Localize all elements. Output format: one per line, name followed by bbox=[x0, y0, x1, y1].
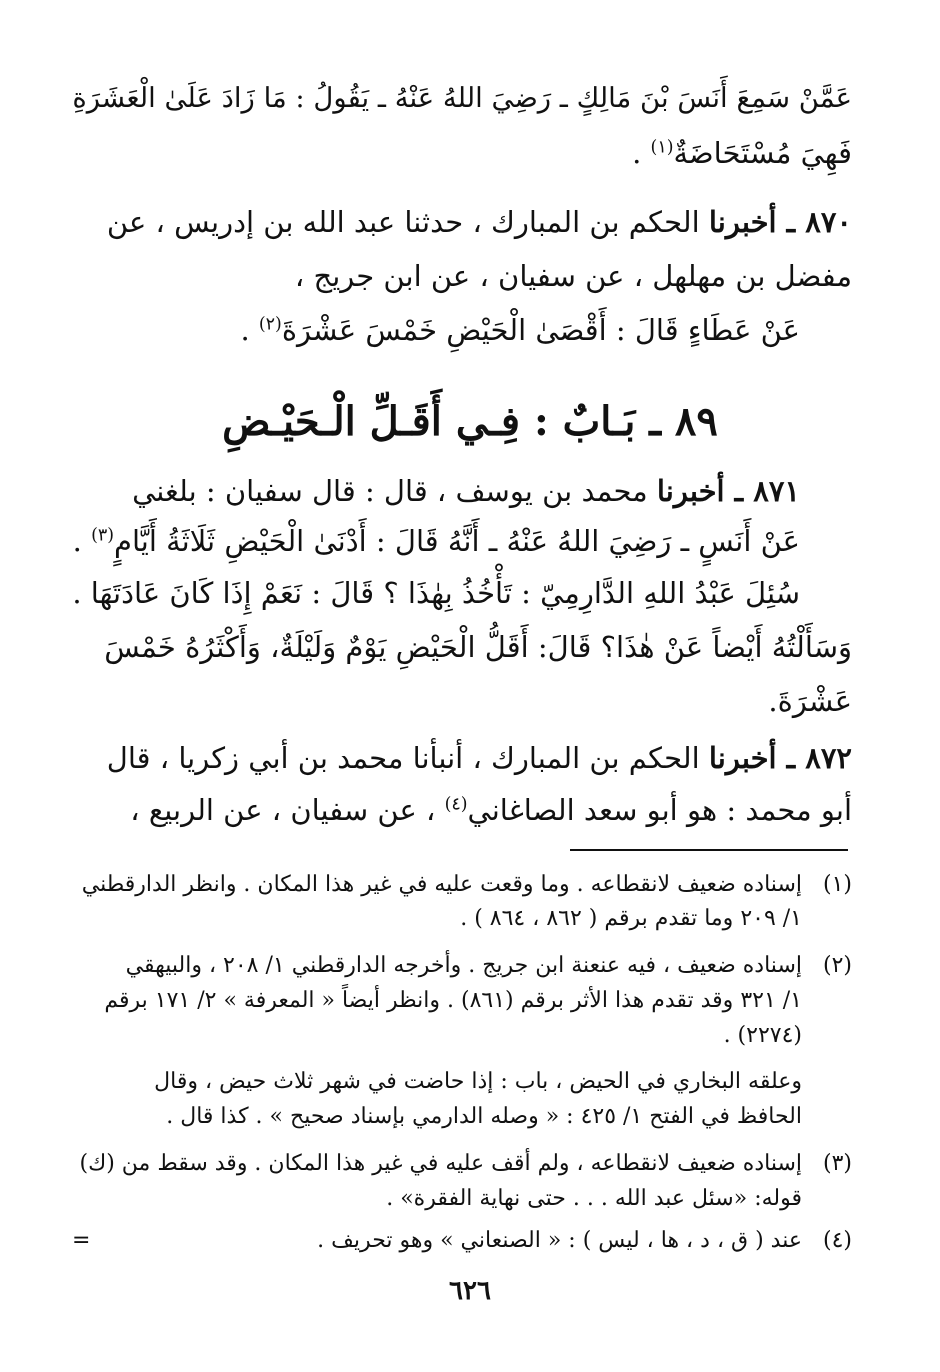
footnote-line: قوله: «سئل عبد الله . . . حتى نهاية الفقرة» . bbox=[386, 1186, 802, 1211]
text-fragment: . bbox=[72, 524, 92, 558]
hadith-number: ٨٧١ ـ أخبرنا bbox=[656, 474, 800, 508]
text-line bbox=[632, 136, 852, 171]
footnote-ref: (٣) bbox=[91, 525, 114, 546]
text-line bbox=[240, 313, 800, 348]
footnote-number: (٤) bbox=[822, 1228, 852, 1253]
text-fragment: الحكم بن المبارك ، حدثنا عبد الله بن إدريس ، عن bbox=[106, 205, 709, 239]
text-fragment: عَنْ أَنَسٍ ـ رَضِيَ اللهُ عَنْهُ ـ أَنَّهُ قَالَ : أَدْنَىٰ الْحَيْضِ ثَلَاثَةُ أَيَّامٍ bbox=[114, 524, 800, 558]
text-line: عَمَّنْ سَمِعَ أَنَسَ بْنَ مَالِكٍ ـ رَضِيَ اللهُ عَنْهُ ـ يَقُولُ : مَا زَادَ عَلَىٰ الْعَشَرَةِ bbox=[72, 82, 852, 114]
hadith-872-line bbox=[107, 741, 852, 776]
footnote-line: إسناده ضعيف لانقطاعه ، ولم أقف عليه في غير هذا المكان . وقد سقط من (ك) bbox=[79, 1151, 802, 1176]
footnote-number: (٣) bbox=[822, 1151, 852, 1176]
hadith-number: ٨٧٠ ـ أخبرنا bbox=[708, 205, 852, 239]
text-fragment: ، عن سفيان ، عن الربيع ، bbox=[130, 793, 445, 827]
text-line: عَشْرَةَ. bbox=[768, 684, 852, 718]
footnote-separator bbox=[570, 849, 848, 851]
text-fragment: . bbox=[632, 136, 651, 170]
footnote-number: (١) bbox=[822, 872, 852, 897]
text-line bbox=[73, 524, 800, 559]
footnote-ref: (٢) bbox=[258, 314, 282, 335]
text-fragment: فَهِيَ مُسْتَحَاضَةٌ bbox=[673, 136, 852, 170]
text-line: سُئِلَ عَبْدُ اللهِ الدَّارِمِيّ : تَأْخُذُ بِهٰذَا ؟ قَالَ : نَعَمْ إِذَا كَانَ عَادَتَهَا . bbox=[72, 576, 800, 610]
hadith-number: ٨٧٢ ـ أخبرنا bbox=[708, 741, 852, 775]
footnote-ref: (٤) bbox=[444, 794, 468, 815]
footnote-number: (٢) bbox=[822, 953, 852, 978]
hadith-870-line bbox=[107, 205, 852, 240]
footnote-line: إسناده ضعيف ، فيه عنعنة ابن جريج . وأخرجه الدارقطني ١/ ٢٠٨ ، والبيهقي bbox=[125, 953, 802, 978]
footnote-line: الحافظ في الفتح ١/ ٤٢٥ : « وصله الدارمي بإسناد صحيح » . كذا قال . bbox=[166, 1104, 802, 1129]
text-fragment: . bbox=[240, 313, 259, 347]
text-line bbox=[130, 793, 852, 828]
footnote-line: عند ( ق ، د ، ها ، ليس ) : « الصنعاني » وهو تحريف . bbox=[317, 1228, 802, 1253]
footnote-line: وعلقه البخاري في الحيض ، باب : إذا حاضت في شهر ثلاث حيض ، وقال bbox=[154, 1069, 802, 1094]
page-number: ٦٢٦ bbox=[449, 1276, 491, 1306]
text-line: وَسَأَلْتُهُ أَيْضاً عَنْ هٰذَا؟ قَالَ: أَقَلُّ الْحَيْضِ يَوْمٌ وَلَيْلَةٌ، وَأَكْثَرُهُ خَمْسَ bbox=[104, 630, 852, 664]
text-fragment: محمد بن يوسف ، قال : قال سفيان : بلغني bbox=[132, 474, 657, 508]
footnote-ref: (١) bbox=[650, 137, 674, 158]
footnote-line: إسناده ضعيف لانقطاعه . وما وقعت عليه في غير هذا المكان . وانظر الدارقطني bbox=[81, 872, 802, 897]
text-fragment: الحكم بن المبارك ، أنبأنا محمد بن أبي زكريا ، قال bbox=[106, 741, 709, 775]
footnote-line: ١/ ٢٠٩ وما تقدم برقم ( ٨٦٢ ، ٨٦٤ ) . bbox=[460, 906, 802, 931]
text-fragment: أبو محمد : هو أبو سعد الصاغاني bbox=[467, 793, 852, 827]
text-line: مفضل بن مهلهل ، عن سفيان ، عن ابن جريج ، bbox=[294, 259, 852, 293]
text-fragment: عَنْ عَطَاءٍ قَالَ : أَقْصَىٰ الْحَيْضِ خَمْسَ عَشْرَةَ bbox=[281, 313, 800, 347]
hadith-871-line bbox=[132, 474, 800, 509]
footnote-line: (٢٢٧٤) . bbox=[723, 1023, 802, 1048]
continuation-mark: = bbox=[72, 1228, 91, 1253]
chapter-title: ٨٩ ـ بَـابٌ : فِـي أَقَـلِّ الْـحَيْـضِ bbox=[222, 398, 718, 445]
footnote-line: ١/ ٣٢١ وقد تقدم هذا الأثر برقم (٨٦١) . وانظر أيضاً « المعرفة » ٢/ ١٧١ برقم bbox=[104, 988, 802, 1013]
